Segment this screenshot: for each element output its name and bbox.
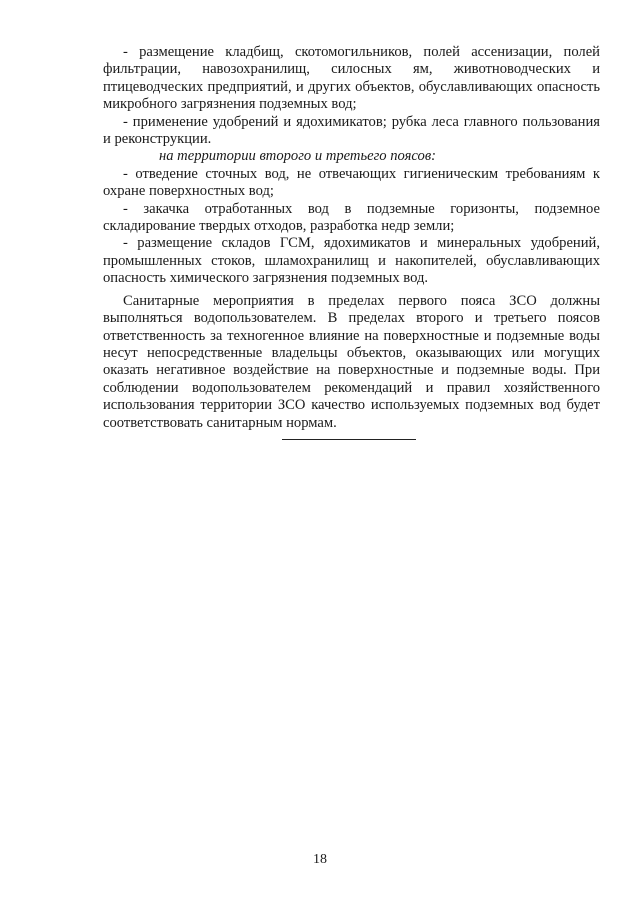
list-item-cemeteries: - размещение кладбищ, скотомогильников, полей ассенизации, полей фильтрации, навозохранилищ, силосных ям, животноводческих и птицеводческих предприятий, и других объектов, обуславливающих опасность микробного загрязнения подземных вод; <box>103 44 600 113</box>
sanitary-measures-paragraph: Санитарные мероприятия в пределах первого пояса ЗСО должны выполняться водопользователем. В пределах второго и третьего поясов ответственность за техногенное влияние на поверхностные и подземные воды несут непосредственные владельцы объектов, оказывающих или могущих оказать негативное воздействие на поверхностные и подземные воды. При соблюдении водопользователем рекомендаций и правил хозяйственного использования территории ЗСО качество используемых подземных вод будет соответствовать санитарным нормам. <box>103 292 600 431</box>
body-text <box>103 44 600 432</box>
page-number: 18 <box>313 852 327 867</box>
list-item-wastewater: - отведение сточных вод, не отвечающих гигиеническим требованиям к охране поверхностных вод; <box>103 165 600 200</box>
separator-line <box>282 439 416 440</box>
list-item-storage: - размещение складов ГСМ, ядохимикатов и минеральных удобрений, промышленных стоков, шламохранилищ и накопителей, обуславливающих опасность химического загрязнения подземных вод. <box>103 235 600 287</box>
section-subheading: на территории второго и третьего поясов: <box>159 148 437 165</box>
list-item-injection: - закачка отработанных вод в подземные горизонты, подземное складирование твердых отходов, разработка недр земли; <box>103 200 600 235</box>
list-item-fertilizers: - применение удобрений и ядохимикатов; рубка леса главного пользования и реконструкции. <box>103 113 600 148</box>
